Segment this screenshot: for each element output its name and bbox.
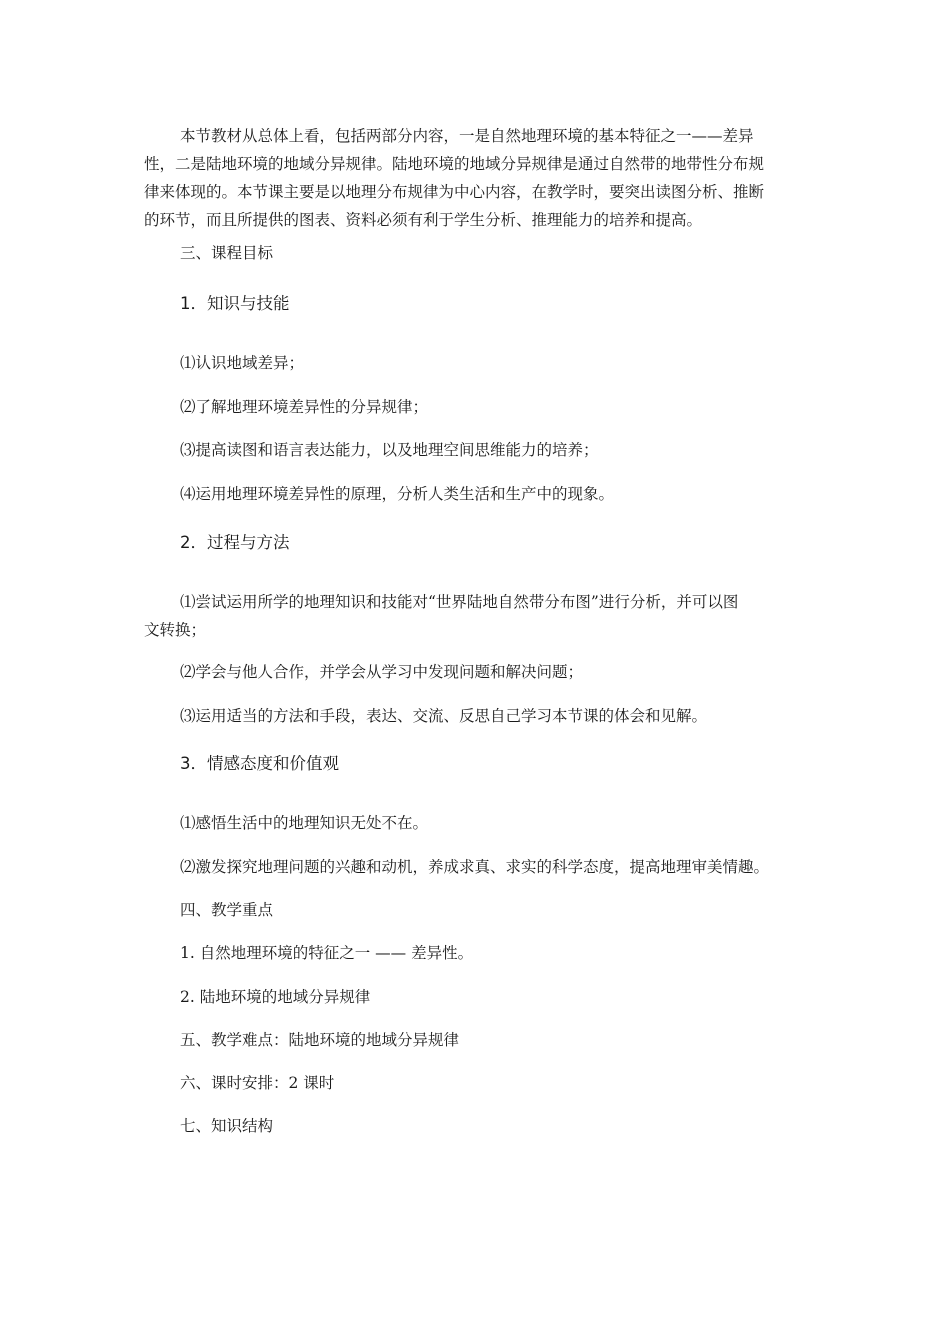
key-point-item: 1. 自然地理环境的特征之一 —— 差异性。 <box>180 944 474 962</box>
section-title-course-goals: 三、课程目标 <box>180 244 274 262</box>
goal2-item-1 <box>144 588 812 644</box>
section-schedule: 六、课时安排：2 课时 <box>180 1074 335 1092</box>
goal1-item: ⑴认识地域差异； <box>180 354 305 372</box>
goal2-heading: 2．过程与方法 <box>180 533 290 552</box>
intro-line: 律来体现的。本节课主要是以地理分布规律为中心内容，在教学时，要突出读图分析、推断 <box>144 183 765 201</box>
goal1-item: ⑶提高读图和语言表达能力，以及地理空间思维能力的培养； <box>180 441 599 459</box>
key-point-item: 2. 陆地环境的地域分异规律 <box>180 988 371 1006</box>
goal3-item: ⑴感悟生活中的地理知识无处不在。 <box>180 814 429 832</box>
goal3-item: ⑵激发探究地理问题的兴趣和动机，养成求真、求实的科学态度，提高地理审美情趣。 <box>180 858 770 876</box>
section-difficult-points: 五、教学难点：陆地环境的地域分异规律 <box>180 1031 460 1049</box>
goal3-heading: 3．情感态度和价值观 <box>180 754 339 773</box>
goal2-item-line: 文转换； <box>144 621 207 639</box>
goal1-heading: 1．知识与技能 <box>180 294 290 313</box>
intro-paragraph <box>144 122 812 234</box>
section-title-key-points: 四、教学重点 <box>180 901 274 919</box>
intro-line: 的环节，而且所提供的图表、资料必须有利于学生分析、推理能力的培养和提高。 <box>144 211 703 229</box>
intro-line: 本节教材从总体上看，包括两部分内容，一是自然地理环境的基本特征之一——差异 <box>180 127 754 145</box>
section-knowledge-structure: 七、知识结构 <box>180 1117 274 1135</box>
goal2-item: ⑶运用适当的方法和手段，表达、交流、反思自己学习本节课的体会和见解。 <box>180 707 708 725</box>
goal1-item: ⑵了解地理环境差异性的分异规律； <box>180 398 429 416</box>
goal2-item-line: ⑴尝试运用所学的地理知识和技能对“世界陆地自然带分布图”进行分析，并可以图 <box>180 593 739 611</box>
goal2-item: ⑵学会与他人合作，并学会从学习中发现问题和解决问题； <box>180 663 584 681</box>
goal1-item: ⑷运用地理环境差异性的原理，分析人类生活和生产中的现象。 <box>180 485 615 503</box>
intro-line: 性，二是陆地环境的地域分异规律。陆地环境的地域分异规律是通过自然带的地带性分布规 <box>144 155 765 173</box>
